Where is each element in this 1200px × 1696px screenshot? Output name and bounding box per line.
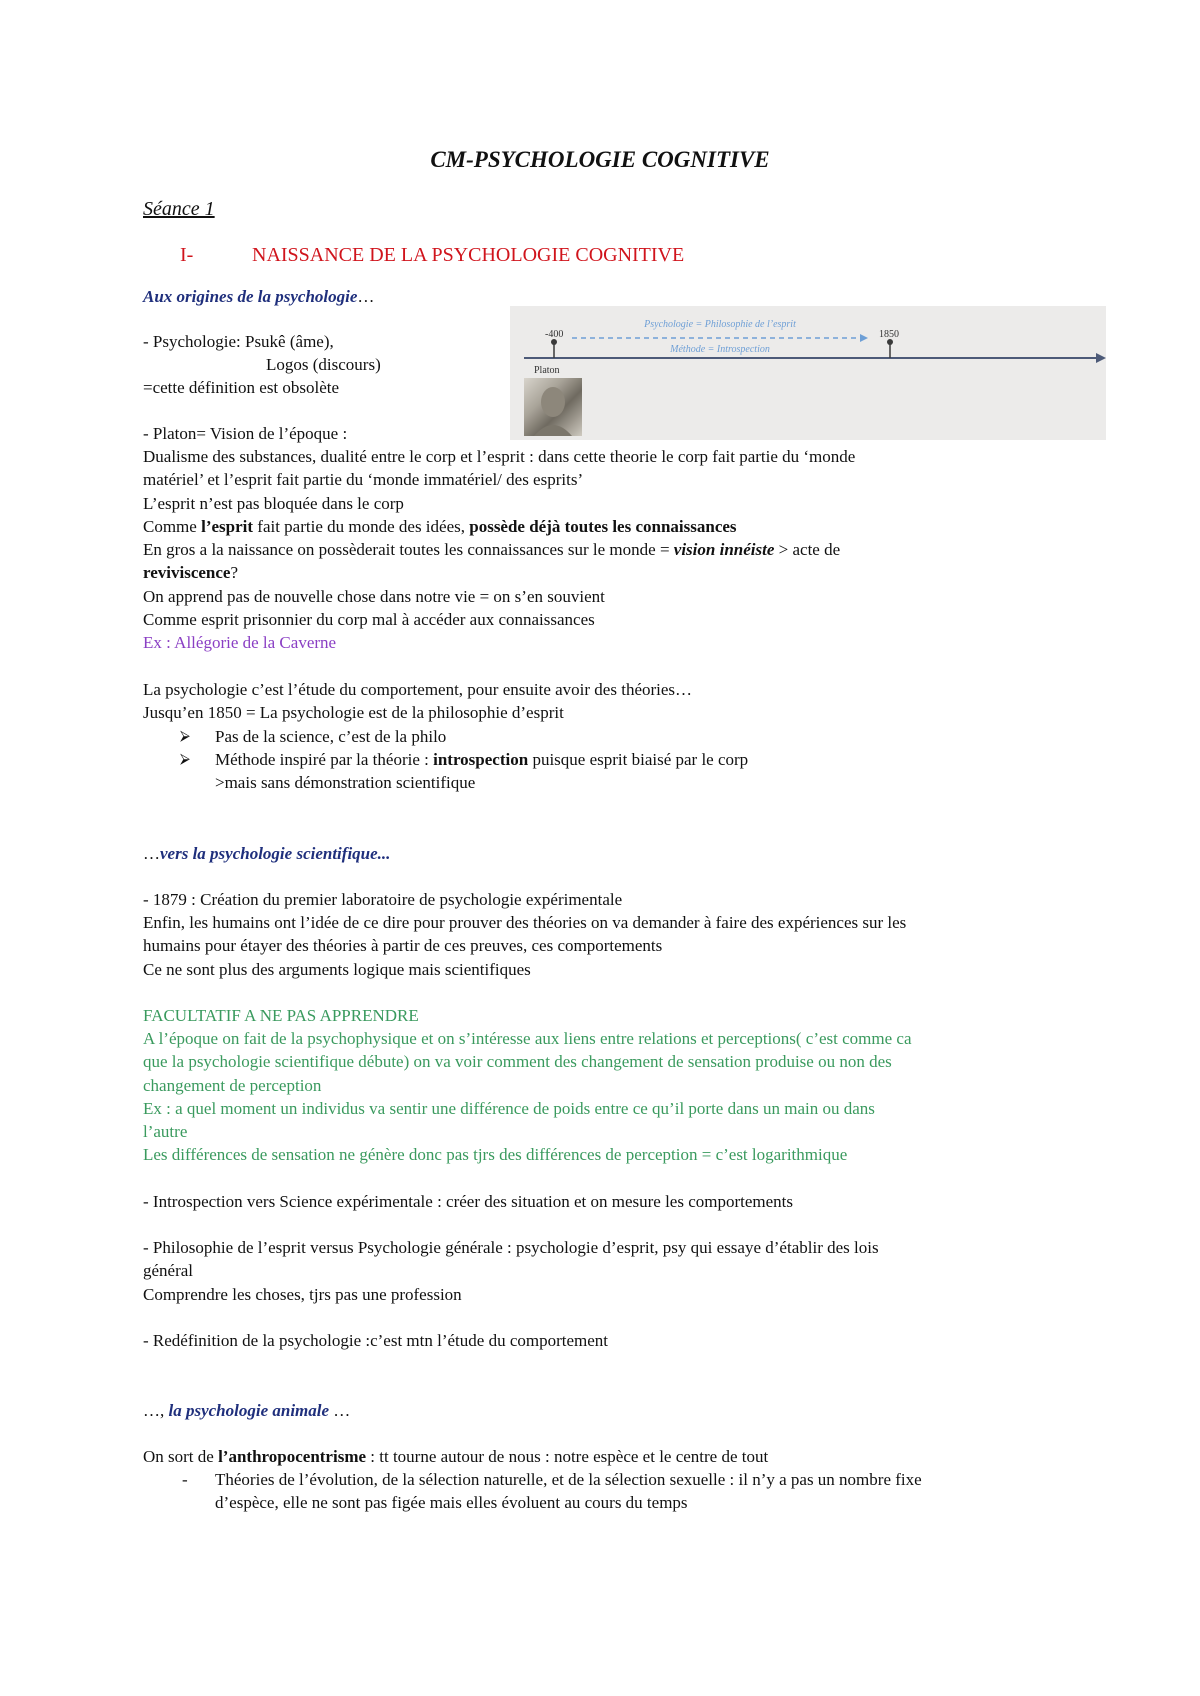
facultatif-line-4: changement de perception <box>143 1076 322 1095</box>
facultatif-line-2: A l’époque on fait de la psychophysique et on s’intéresse aux liens entre relations et perceptions( c’est comme ca <box>143 1029 912 1048</box>
bust-icon <box>524 378 582 436</box>
year-end: 1850 <box>879 329 899 340</box>
redefinition-line: - Redéfinition de la psychologie :c’est mtn l’étude du comportement <box>143 1331 609 1350</box>
platon-portrait <box>524 378 582 436</box>
bullet-2: Méthode inspiré par la théorie : introspection puisque esprit biaisé par le corp <box>215 750 749 769</box>
prisonnier-line: Comme esprit prisonnier du corp mal à accéder aux connaissances <box>143 610 595 629</box>
timeline-label-top: Psychologie = Philosophie de l’esprit <box>644 319 796 330</box>
scientific-heading: …vers la psychologie scientifique... <box>143 844 391 863</box>
bust-shoulders-shape <box>534 425 572 436</box>
obsolete-line: =cette définition est obsolète <box>143 378 340 397</box>
bloquee-line: L’esprit n’est pas bloquée dans le corp <box>143 494 404 513</box>
dualisme-line-1: Dualisme des substances, dualité entre le corp et l’esprit : dans cette theorie le corp fait partie du ‘monde <box>143 447 856 466</box>
origins-heading: Aux origines de la psychologie… <box>143 287 375 306</box>
timeline-figure <box>510 306 1106 440</box>
arrowhead-bullet-icon: ⮚ <box>180 729 190 744</box>
platon-line: - Platon= Vision de l’époque : <box>143 424 348 443</box>
timeline-svg <box>510 306 1106 440</box>
facultatif-line-6: l’autre <box>143 1122 188 1141</box>
seance-label: Séance 1 <box>143 198 215 220</box>
scientific-line-3: humains pour étayer des théories à partir de ces preuves, ces comportements <box>143 936 663 955</box>
etude-line: La psychologie c’est l’étude du comportement, pour ensuite avoir des théories… <box>143 680 693 699</box>
philosophie-line-1: - Philosophie de l’esprit versus Psychologie générale : psychologie d’esprit, psy qui essaye d’établir des lois <box>143 1238 879 1257</box>
jusqu-line: Jusqu’en 1850 = La psychologie est de la philosophie d’esprit <box>143 703 564 722</box>
animale-heading: …, la psychologie animale … <box>143 1401 351 1420</box>
year-start: -400 <box>545 329 564 340</box>
facultatif-line-5: Ex : a quel moment un individus va sentir une différence de poids entre ce qu’il porte dans un main ou dans <box>143 1099 875 1118</box>
comme-line: Comme l’esprit fait partie du monde des idées, possède déjà toutes les connaissances <box>143 517 737 536</box>
section-number: I- <box>180 244 194 266</box>
bullet-1: Pas de la science, c’est de la philo <box>215 727 447 746</box>
dashed-span-arrowhead <box>860 334 868 342</box>
timeline-arrowhead <box>1096 353 1106 363</box>
facultatif-line-3: que la psychologie scientifique débute) on va voir comment des changement de sensation produise ou non des <box>143 1052 892 1071</box>
exemple-line: Ex : Allégorie de la Caverne <box>143 633 337 652</box>
psycho-line: - Psychologie: Psukê (âme), <box>143 332 334 351</box>
scientific-line-1: - 1879 : Création du premier laboratoire de psychologie expérimentale <box>143 890 623 909</box>
logos-line: Logos (discours) <box>266 355 381 374</box>
philosophie-line-2: général <box>143 1261 194 1280</box>
section-title: NAISSANCE DE LA PSYCHOLOGIE COGNITIVE <box>252 244 685 266</box>
scientific-line-4: Ce ne sont plus des arguments logique mais scientifiques <box>143 960 531 979</box>
timeline-label-bottom: Méthode = Introspection <box>670 344 770 355</box>
anthropocentrisme-line: On sort de l’anthropocentrisme : tt tourne autour de nous : notre espèce et le centre de tout <box>143 1447 769 1466</box>
comprendre-line: Comprendre les choses, tjrs pas une profession <box>143 1285 462 1304</box>
document-title: CM-PSYCHOLOGIE COGNITIVE <box>430 147 770 172</box>
engros-line: En gros a la naissance on possèderait toutes les connaissances sur le monde = vision innéiste > acte de <box>143 540 841 559</box>
timeline-person-label: Platon <box>534 365 560 376</box>
facultatif-heading: FACULTATIF A NE PAS APPRENDRE <box>143 1006 419 1025</box>
arrowhead-bullet-icon: ⮚ <box>180 752 190 767</box>
dash-bullet: - <box>182 1470 188 1489</box>
scientific-line-2: Enfin, les humains ont l’idée de ce dire pour prouver des théories on va demander à faire des expériences sur les <box>143 913 907 932</box>
theories-line-2: d’espèce, elle ne sont pas figée mais elles évoluent au cours du temps <box>215 1493 688 1512</box>
introspection-line: - Introspection vers Science expérimentale : créer des situation et on mesure les comportements <box>143 1192 794 1211</box>
reviviscence-line: reviviscence? <box>143 563 239 582</box>
bullet-2-continuation: >mais sans démonstration scientifique <box>215 773 476 792</box>
bust-head-shape <box>541 387 565 417</box>
dualisme-line-2: matériel’ et l’esprit fait partie du ‘monde immatériel/ des esprits’ <box>143 470 584 489</box>
apprend-line: On apprend pas de nouvelle chose dans notre vie = on s’en souvient <box>143 587 605 606</box>
theories-line-1: Théories de l’évolution, de la sélection naturelle, et de la sélection sexuelle : il n’y a pas un nombre fixe <box>215 1470 922 1489</box>
facultatif-line-7: Les différences de sensation ne génère donc pas tjrs des différences de perception = c’est logarithmique <box>143 1145 848 1164</box>
